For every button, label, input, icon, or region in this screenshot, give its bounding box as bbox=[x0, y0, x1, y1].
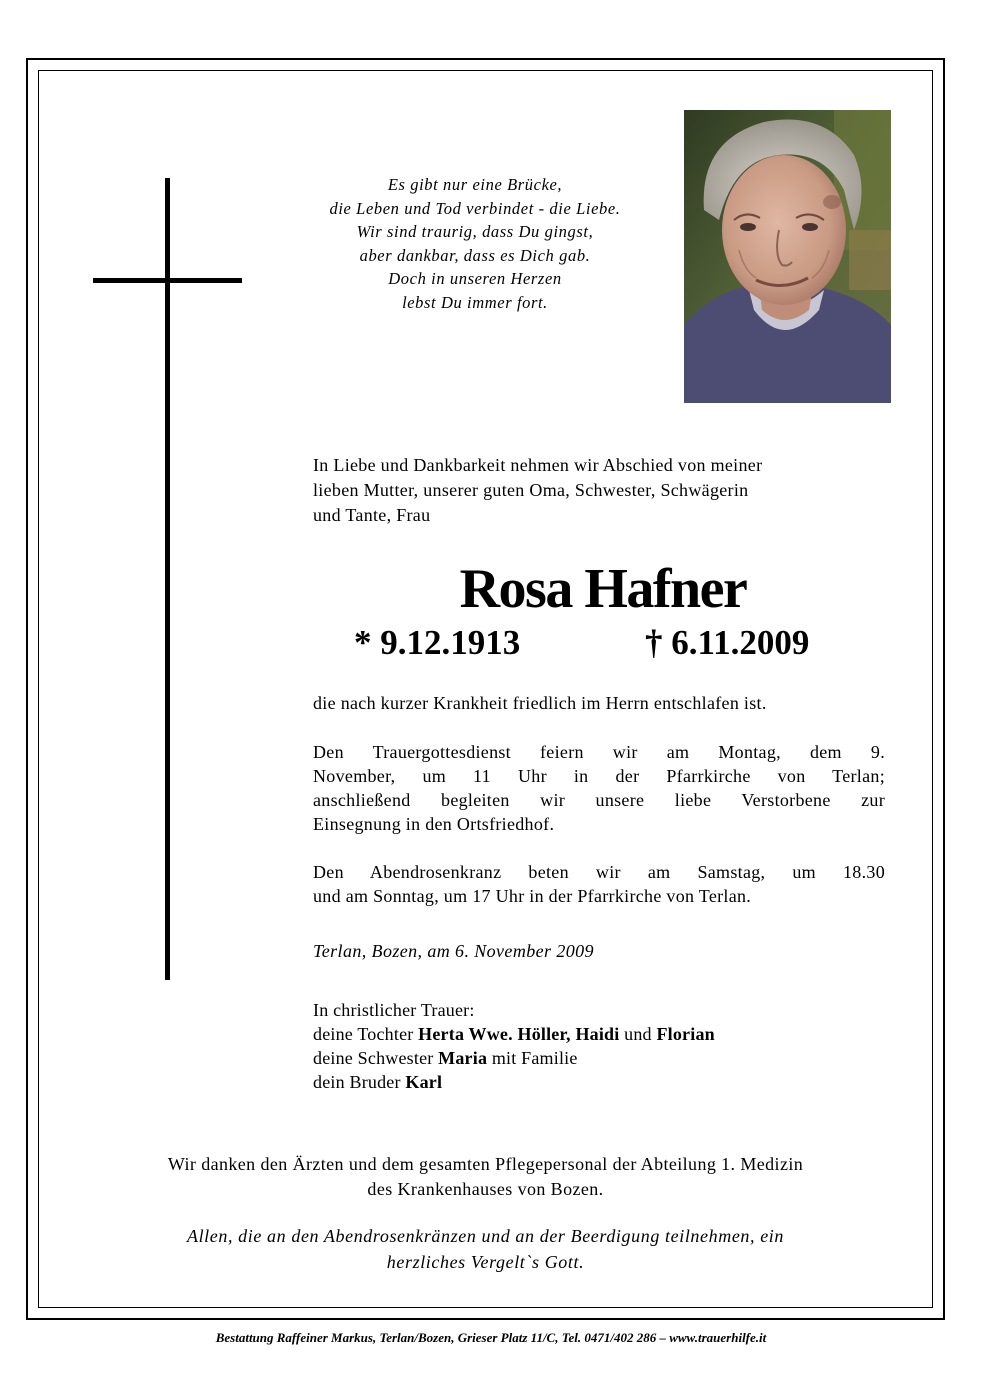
birth-date: * 9.12.1913 bbox=[354, 623, 521, 662]
mourner-line bbox=[313, 1046, 715, 1070]
closing-text bbox=[40, 1223, 931, 1275]
mourners-list bbox=[313, 998, 715, 1094]
poem-line: die Leben und Tod verbindet - die Liebe. bbox=[329, 198, 621, 218]
mourner-name: Florian bbox=[656, 1024, 715, 1044]
service-line: anschließend begleiten wir unsere liebe Verstorbene zur bbox=[313, 790, 885, 810]
mourner-relation: deine Schwester bbox=[313, 1048, 439, 1068]
cross-vertical-bar bbox=[165, 178, 170, 980]
service-line: Den Trauergottesdienst feiern wir am Montag, dem 9. bbox=[313, 742, 885, 762]
death-date: † 6.11.2009 bbox=[645, 623, 810, 662]
service-line: Einsegnung in den Ortsfriedhof. bbox=[313, 814, 555, 834]
mourner-relation: dein Bruder bbox=[313, 1072, 406, 1092]
funeral-home-footer: Bestattung Raffeiner Markus, Terlan/Bozen, Grieser Platz 11/C, Tel. 0471/402 286 – www.trauerhilfe.it bbox=[215, 1330, 767, 1345]
funeral-service-paragraph bbox=[313, 740, 885, 836]
portrait-photo bbox=[684, 110, 891, 403]
mourners-heading: In christlicher Trauer: bbox=[313, 1000, 475, 1020]
poem-line: Doch in unseren Herzen bbox=[388, 269, 562, 288]
mourner-name: Karl bbox=[405, 1072, 443, 1092]
poem-line: Wir sind traurig, dass Du gingst, bbox=[356, 222, 594, 241]
poem-line: aber dankbar, dass es Dich gab. bbox=[359, 245, 591, 265]
mourner-line bbox=[313, 1022, 715, 1046]
deceased-name: Rosa Hafner bbox=[459, 558, 747, 620]
passing-statement bbox=[313, 691, 885, 715]
poem-line: lebst Du immer fort. bbox=[402, 292, 548, 312]
intro-line: lieben Mutter, unserer guten Oma, Schwester, Schwägerin bbox=[313, 480, 749, 500]
thanks-line: des Krankenhauses von Bozen. bbox=[367, 1179, 604, 1199]
service-line: November, um 11 Uhr in der Pfarrkirche von Terlan; bbox=[313, 766, 885, 786]
mourner-name: Herta Wwe. Höller, Haidi bbox=[418, 1024, 620, 1044]
mourner-name: Maria bbox=[438, 1048, 488, 1068]
rosary-line: Den Abendrosenkranz beten wir am Samstag, um 18.30 bbox=[313, 862, 885, 882]
rosary-line: und am Sonntag, um 17 Uhr in der Pfarrkirche von Terlan. bbox=[313, 886, 752, 906]
place-and-date: Terlan, Bozen, am 6. November 2009 bbox=[313, 941, 594, 961]
poem-line: Es gibt nur eine Brücke, bbox=[387, 175, 563, 194]
mourner-conjunction: und bbox=[619, 1024, 657, 1044]
intro-line: und Tante, Frau bbox=[313, 505, 431, 525]
closing-line: herzliches Vergelt`s Gott. bbox=[386, 1252, 585, 1272]
cross-horizontal-bar bbox=[93, 278, 242, 283]
passing-line: die nach kurzer Krankheit friedlich im Herrn entschlafen ist. bbox=[313, 693, 767, 713]
rosary-paragraph bbox=[313, 860, 885, 908]
mourner-relation: deine Tochter bbox=[313, 1024, 419, 1044]
thanks-text bbox=[40, 1152, 931, 1202]
intro-text bbox=[313, 453, 885, 528]
memorial-poem bbox=[290, 173, 660, 314]
intro-line: In Liebe und Dankbarkeit nehmen wir Abschied von meiner bbox=[313, 455, 763, 475]
mourner-suffix: mit Familie bbox=[487, 1048, 578, 1068]
closing-line: Allen, die an den Abendrosenkränzen und an der Beerdigung teilnehmen, ein bbox=[186, 1226, 784, 1246]
thanks-line: Wir danken den Ärzten und dem gesamten Pflegepersonal der Abteilung 1. Medizin bbox=[167, 1154, 804, 1174]
mourner-line bbox=[313, 1070, 715, 1094]
